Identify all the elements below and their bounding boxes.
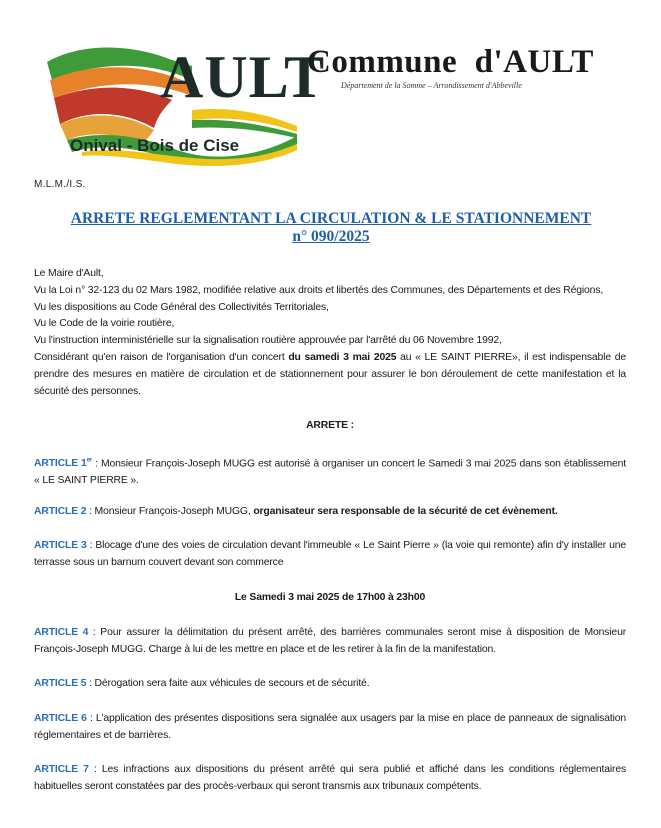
article-5-label: ARTICLE 5 bbox=[34, 678, 87, 689]
article-4-label: ARTICLE 4 bbox=[34, 627, 89, 638]
article-2 bbox=[34, 504, 626, 521]
preamble-vu-voirie: Vu le Code de la voirie routière, bbox=[34, 318, 175, 330]
article-1-text: : Monsieur François-Joseph MUGG est autorisé à organiser un concert le Samedi 3 mai 2025 dans son établissement « LE SAINT PIERRE ». bbox=[34, 458, 626, 487]
article-2-bold: organisateur sera responsable de la sécurité de cet évènement. bbox=[253, 506, 558, 517]
article-5-text: : Dérogation sera faite aux véhicules de secours et de sécurité. bbox=[86, 678, 370, 689]
article-1 bbox=[34, 453, 626, 490]
document-title: ARRETE REGLEMENTANT LA CIRCULATION & LE STATIONNEMENT bbox=[70, 210, 592, 227]
ault-logo bbox=[42, 40, 326, 168]
considerant-text-b: au « LE SAINT PIERRE», il est indispensable de prendre des mesures en matière de circulation et de stationnement pour assurer le bon déroulement de cette manifestation et la sécurité des personnes. bbox=[34, 351, 626, 397]
article-3-label: ARTICLE 3 bbox=[34, 540, 87, 551]
article-2-label: ARTICLE 2 bbox=[34, 506, 87, 517]
article-7-label: ARTICLE 7 bbox=[34, 764, 89, 775]
preamble-vu-instruction: Vu l'instruction interministérielle sur la signalisation routière approuvée par l'arrêté du 06 Novembre 1992, bbox=[34, 335, 502, 347]
logo-subtitle: Onival - Bois de Cise bbox=[70, 136, 240, 155]
article-3-text: : Blocage d'une des voies de circulation devant l'immeuble « Le Saint Pierre » (la voie qui remonte) afin d'y installer une terrasse sous un barnum couvert devant son commerce bbox=[34, 540, 627, 568]
preamble-maire: Le Maire d'Ault, bbox=[34, 268, 104, 279]
article-4-text: : Pour assurer la délimitation du présent arrêté, des barrières communales seront mise à disposition de Monsieur François-Joseph MUGG. Charge à lui de les mettre en place et de les retirer à la fin de la manifestation. bbox=[34, 627, 627, 655]
considerant-date: du samedi 3 mai 2025 bbox=[288, 351, 397, 363]
article-6-text: : L'application des présentes dispositions sera signalée aux usagers par la mise en place de panneaux de signalisation réglementaires et de barrières. bbox=[34, 713, 626, 741]
article-6-label: ARTICLE 6 bbox=[34, 713, 87, 724]
article-4 bbox=[34, 625, 626, 659]
article-6 bbox=[34, 711, 626, 745]
document-number: n° 090/2025 bbox=[292, 228, 370, 245]
preamble-vu-cgct: Vu les dispositions au Code Général des Collectivités Territoriales, bbox=[34, 301, 329, 313]
article-2-text: : Monsieur François-Joseph MUGG, bbox=[86, 506, 254, 517]
article-5 bbox=[34, 676, 626, 693]
arrete-heading: ARRETE : bbox=[306, 420, 354, 431]
preamble bbox=[34, 266, 626, 400]
article-3 bbox=[34, 538, 626, 572]
departement-line: Département de la Somme – Arrondissement d'Abbeville bbox=[341, 81, 522, 90]
article-7 bbox=[34, 762, 626, 796]
logo-title: AULT bbox=[160, 44, 326, 110]
article-1-label: ARTICLE 1er bbox=[34, 458, 93, 470]
date-heading: Le Samedi 3 mai 2025 de 17h00 à 23h00 bbox=[234, 592, 426, 603]
commune-name: Commune d'AULT bbox=[307, 44, 594, 80]
preamble-considerant bbox=[34, 350, 626, 400]
article-7-text: : Les infractions aux dispositions du présent arrêté qui sera publié et affiché dans les conditions réglementaires habituelles seront constatées par des procès-verbaux qui seront transmis aux tribunaux compétents. bbox=[34, 764, 626, 792]
reference: M.L.M./I.S. bbox=[34, 179, 86, 190]
considerant-text-a: Considérant qu'en raison de l'organisation d'un concert bbox=[34, 351, 289, 363]
preamble-vu-loi: Vu la Loi n° 32-123 du 02 Mars 1982, modifiée relative aux droits et libertés des Communes, des Départements et des Régions, bbox=[34, 284, 604, 296]
